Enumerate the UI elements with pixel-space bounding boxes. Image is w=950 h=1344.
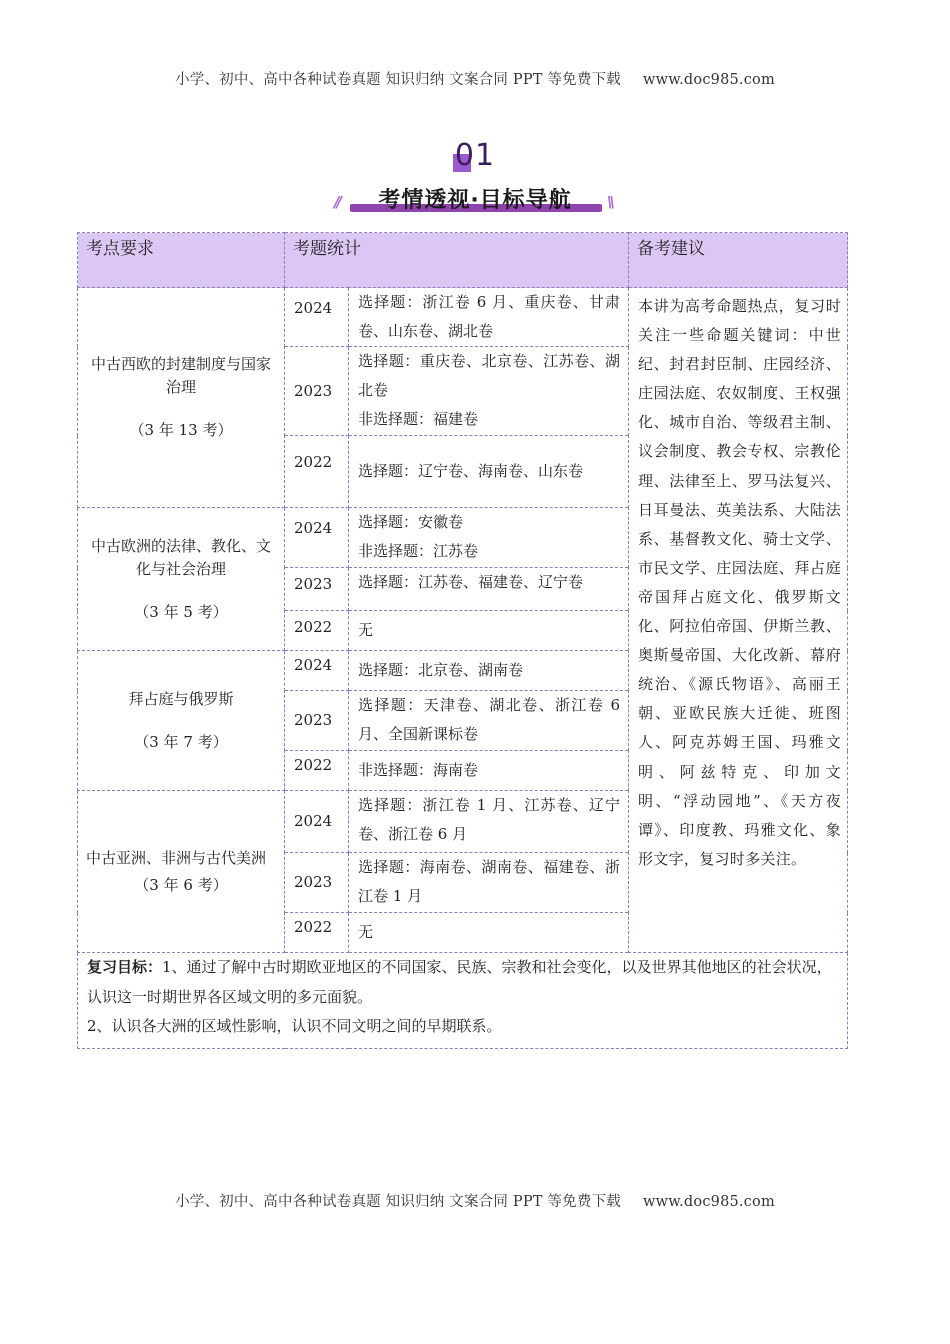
exam-cell (349, 651, 629, 691)
year-cell: 2024 (285, 508, 349, 568)
exam-cell (349, 611, 629, 651)
slash-decoration-right: \\ (607, 193, 612, 211)
topic-name: 中古亚洲、非洲与古代美洲 (86, 848, 267, 867)
slash-decoration-left: // (334, 193, 339, 211)
year-cell: 2023 (285, 853, 349, 913)
topic-score: （3 年 6 考） (134, 875, 228, 894)
page-footer (0, 1190, 950, 1211)
header-requirement: 考点要求 (78, 233, 285, 288)
advice-text: 本讲为高考命题热点，复习时关注一些命题关键词：中世纪、封君封臣制、庄园经济、庄园法庭、农奴制度、王权强化、城市自治、等级君主制、议会制度、教会专权、宗教伦理、法律至上、罗马法复兴、日耳曼法、英美法系、大陆法系、基督教文化、骑士文学、市民文学、庄园法庭、拜占庭帝国拜占庭文化、俄罗斯文化、阿拉伯帝国、伊斯兰教、奥斯曼帝国、大化改新、幕府统治、《源氏物语》、高丽王朝、亚欧民族大迁徙、班图人、阿克苏姆王国、玛雅文明、阿兹特克、印加文明、“浮动园地”、《天方夜谭》、印度教、玛雅文化、象形文字，复习时多关注。 (638, 297, 841, 868)
year-cell: 2022 (285, 751, 349, 791)
exam-cell (349, 751, 629, 791)
exam-line: 非选择题：福建卷 (358, 410, 479, 428)
topic-cell (78, 508, 285, 651)
year-cell: 2022 (285, 436, 349, 508)
exam-line: 无 (358, 923, 374, 941)
year-cell: 2024 (285, 651, 349, 691)
exam-cell (349, 691, 629, 751)
footer-site-link[interactable]: www.doc985.com (642, 1194, 775, 1210)
year-cell: 2023 (285, 691, 349, 751)
section-title: 考情透视·目标导航 (378, 188, 572, 213)
goal-text-2: 2、认识各大洲的区域性影响，认识不同文明之间的早期联系。 (87, 1017, 502, 1035)
section-number: 01 (454, 138, 496, 173)
header-text: 小学、初中、高中各种试卷真题 知识归纳 文案合同 PPT 等免费下载 (175, 72, 621, 88)
exam-cell (349, 853, 629, 913)
page-header (0, 68, 950, 89)
exam-line: 选择题：江苏卷、福建卷、辽宁卷 (358, 573, 584, 591)
exam-line: 选择题：辽宁卷、海南卷、山东卷 (358, 462, 584, 480)
topic-cell (78, 791, 285, 953)
exam-line: 选择题：天津卷、湖北卷、浙江卷 6 月、全国新课标卷 (358, 696, 620, 743)
topic-cell (78, 651, 285, 791)
exam-cell (349, 913, 629, 953)
year-cell: 2022 (285, 611, 349, 651)
table-header-row (78, 233, 848, 288)
year-cell: 2024 (285, 791, 349, 853)
footer-text: 小学、初中、高中各种试卷真题 知识归纳 文案合同 PPT 等免费下载 (175, 1194, 621, 1210)
exam-line: 选择题：安徽卷 (358, 513, 464, 531)
exam-line: 选择题：重庆卷、北京卷、江苏卷、湖北卷 (358, 352, 620, 399)
exam-cell (349, 436, 629, 508)
table-row (78, 288, 848, 347)
goal-label: 复习目标： (87, 958, 163, 976)
goal-row (78, 953, 848, 1049)
header-site-link[interactable]: www.doc985.com (642, 72, 775, 88)
exam-cell (349, 508, 629, 568)
year-cell: 2022 (285, 913, 349, 953)
year-cell: 2023 (285, 347, 349, 436)
topic-score: （3 年 7 考） (134, 732, 228, 751)
exam-line: 选择题：浙江卷 1 月、江苏卷、辽宁卷、浙江卷 6 月 (358, 796, 620, 843)
year-cell: 2024 (285, 288, 349, 347)
header-statistics: 考题统计 (285, 233, 629, 288)
topic-name: 中古欧洲的法律、教化、文化与社会治理 (90, 536, 271, 578)
exam-cell (349, 347, 629, 436)
exam-cell (349, 791, 629, 853)
goal-line-1 (87, 953, 839, 1012)
goal-text-1: 1、通过了解中古时期欧亚地区的不同国家、民族、宗教和社会变化，以及世界其他地区的社会状况，认识这一时期世界各区域文明的多元面貌。 (87, 958, 832, 1006)
exam-line: 无 (358, 621, 374, 639)
year-cell: 2023 (285, 568, 349, 611)
section-heading (0, 138, 950, 218)
topic-score: （3 年 5 考） (134, 602, 228, 621)
topic-name: 中古西欧的封建制度与国家治理 (90, 355, 271, 396)
topic-name: 拜占庭与俄罗斯 (128, 689, 234, 708)
exam-line: 选择题：浙江卷 6 月、重庆卷、甘肃卷、山东卷、湖北卷 (358, 293, 620, 340)
exam-analysis-table (77, 232, 848, 1049)
exam-cell (349, 288, 629, 347)
topic-score: （3 年 13 考） (129, 421, 233, 439)
review-goal-cell (78, 953, 848, 1049)
topic-cell (78, 288, 285, 508)
exam-line: 非选择题：江苏卷 (358, 542, 479, 560)
exam-line: 选择题：海南卷、湖南卷、福建卷、浙江卷 1 月 (358, 858, 620, 905)
exam-cell (349, 568, 629, 611)
exam-line: 选择题：北京卷、湖南卷 (358, 661, 524, 679)
advice-cell (629, 288, 848, 953)
exam-line: 非选择题：海南卷 (358, 761, 479, 779)
header-advice: 备考建议 (629, 233, 848, 288)
